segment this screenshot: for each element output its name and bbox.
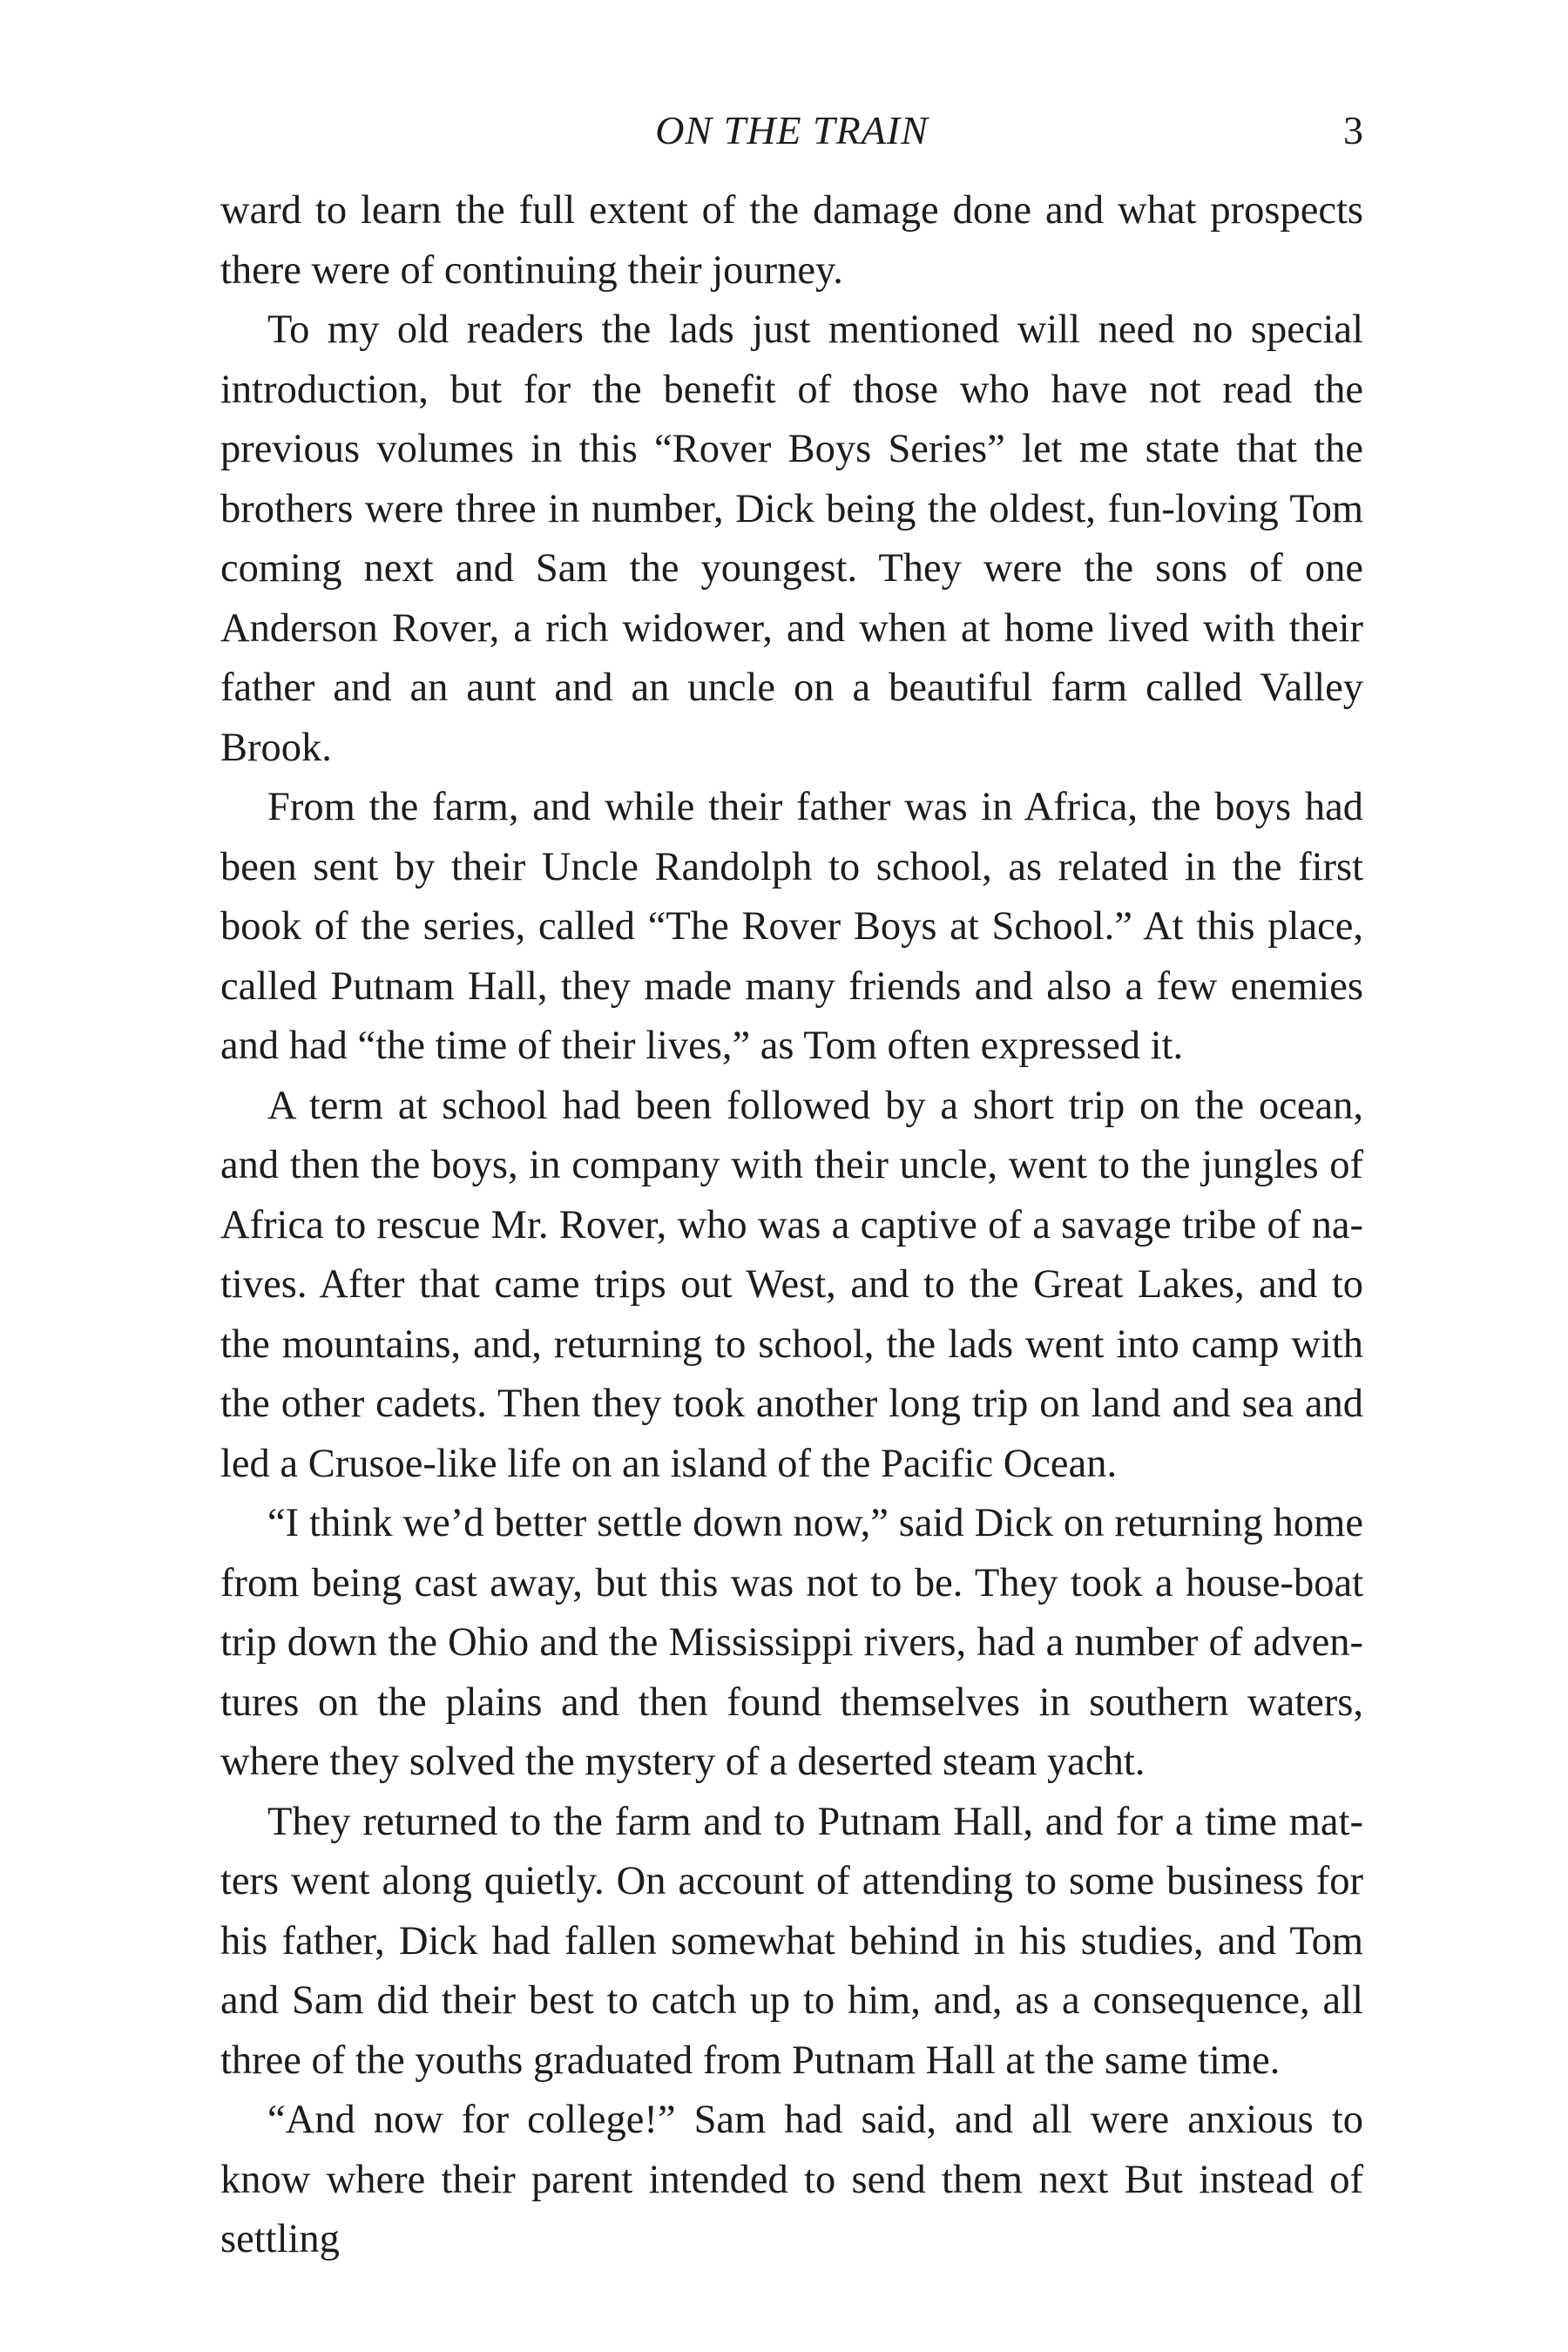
- paragraph: From the farm, and while their father was in Africa, the boys had been sent by their Uncle Randolph to school, as related in the first book of the series, called “The Rover Boys at School.” At this place, called Putnam Hall, they made many friends and also a few enemies and had “the time of their lives,” as Tom often expressed it.: [220, 785, 1363, 1068]
- paragraph: “And now for college!” Sam had said, and all were anxious to know where their parent intended to send them next But instead of settling: [220, 2098, 1363, 2261]
- paragraph: A term at school had been followed by a short trip on the ocean, and then the boys, in company with their uncle, went to the jungles of Africa to rescue Mr. Rover, who was a captive of a savage tribe of natives. After that came trips out West, and to the Great Lakes, and to the mountains, and, returning to school, the lads went into camp with the other cadets. Then they took another long trip on land and sea and led a Crusoe-like life on an island of the Pacific Ocean.: [220, 1083, 1363, 1486]
- paragraph: To my old readers the lads just mentioned will need no special introduction, but for the benefit of those who have not read the previous volumes in this “Rover Boys Series” let me state that the brothers were three in number, Dick being the oldest, fun-loving Tom coming next and Sam the youngest. They were the sons of one Anderson Rover, a rich widower, and when at home lived with their father and an aunt and an uncle on a beautiful farm called Valley Brook.: [220, 308, 1363, 770]
- running-header: [220, 103, 1363, 159]
- paragraph-continued: ward to learn the full extent of the damage done and what prospects there were of continuing their journey.: [220, 188, 1363, 293]
- paragraph: “I think we’d better settle down now,” said Dick on returning home from being cast away, but this was not to be. They took a house-boat trip down the Ohio and the Mississippi rivers, had a number of adventures on the plains and then found themselves in southern waters, where they solved the mystery of a deserted steam yacht.: [220, 1501, 1363, 1784]
- body-text: [220, 181, 1363, 2270]
- running-title: ON THE TRAIN: [655, 108, 929, 152]
- page-number: 3: [1343, 108, 1363, 152]
- paragraph: They returned to the farm and to Putnam Hall, and for a time matters went along quietly. On account of attending to some business for his father, Dick had fallen somewhat behind in his studies, and Tom and Sam did their best to catch up to him, and, as a consequence, all three of the youths graduated from Putnam Hall at the same time.: [220, 1799, 1363, 2083]
